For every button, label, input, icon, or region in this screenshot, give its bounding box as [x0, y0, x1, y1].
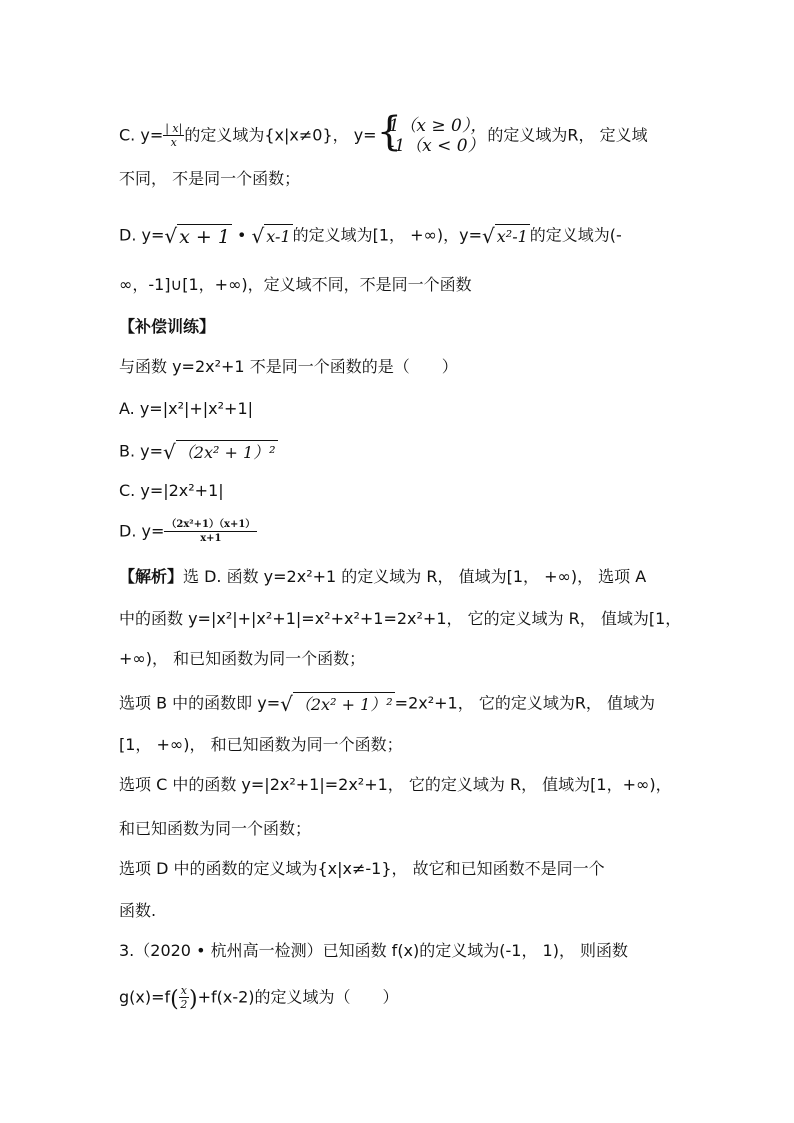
analysis-line-4: 选项 B 中的函数即 y=√ （2x² + 1）² =2x²+1， 它的定义域为R， 值域为: [119, 692, 656, 716]
analysis-line-1: 【解析】选 D. 函数 y=2x²+1 的定义域为 R， 值域为[1， +∞)， 选项 A: [119, 567, 647, 586]
analysis-line-3: +∞)， 和已知函数为同一个函数；: [119, 649, 366, 668]
question-3-line-2: g(x)=f( $\frac{x}{2}$ )+f(x-2)的定义域为（ ）: [119, 984, 399, 1012]
question-text: 与函数 y=2x²+1 不是同一个函数的是（ ）: [119, 357, 458, 376]
option-a: A. y=|x²|+|x²+1|: [119, 399, 254, 418]
q3-fraction: $\frac{x}{2}$: [180, 984, 188, 1011]
sqrt-analysis: √ （2x² + 1）²: [280, 692, 393, 716]
c-fraction: $\frac{| x|}{x}$: [165, 122, 183, 149]
sqrt-1: √ x + 1: [164, 224, 230, 248]
option-c-line-2: 不同， 不是同一个函数；: [119, 169, 301, 188]
analysis-line-8: 选项 D 中的函数的定义域为{x|x≠-1}， 故它和已知函数不是同一个: [119, 859, 605, 878]
option-d-line-2: ∞，-1]∪[1，+∞)，定义域不同，不是同一个函数: [119, 275, 472, 294]
option-d: D. y= $\frac{\text{（2x²+1）（x+1）}}{x+1}$: [119, 519, 256, 544]
analysis-line-7: 和已知函数为同一个函数；: [119, 819, 312, 838]
analysis-line-9: 函数.: [119, 901, 157, 920]
option-d-line-1: D. y=√ x + 1 • √ x-1 的定义域为[1， +∞)，y=√ x²-1 的定义域为(-: [119, 224, 622, 248]
piecewise-function: { 1（x ≥ 0）， -1（x < 0）: [376, 109, 488, 156]
option-c: C. y=|2x²+1|: [119, 481, 224, 500]
sqrt-b: √ （2x² + 1）²: [163, 440, 276, 464]
sqrt-2: √ x-1: [251, 224, 291, 248]
option-c-line-1: C. y= $\frac{| x|}{x}$ 的定义域为{x|x≠0}， y= { 1（x ≥ 0）， -1（x < 0） 的定义域为R， 定义域: [119, 109, 648, 156]
analysis-line-2: 中的函数 y=|x²|+|x²+1|=x²+x²+1=2x²+1， 它的定义域为 R， 值域为[1，: [119, 609, 682, 628]
analysis-line-5: [1， +∞)， 和已知函数为同一个函数；: [119, 735, 403, 754]
sqrt-3: √ x²-1: [482, 224, 528, 248]
analysis-line-6: 选项 C 中的函数 y=|2x²+1|=2x²+1， 它的定义域为 R， 值域为[1，+∞)，: [119, 775, 672, 794]
d-fraction: $\frac{\text{（2x²+1）（x+1）}}{x+1}$: [166, 519, 256, 544]
option-b: B. y=√ （2x² + 1）²: [119, 440, 276, 464]
question-3-line-1: 3.（2020 • 杭州高一检测）已知函数 f(x)的定义域为(-1， 1)， 则函数: [119, 941, 629, 960]
practice-heading: 【补偿训练】: [119, 317, 216, 336]
